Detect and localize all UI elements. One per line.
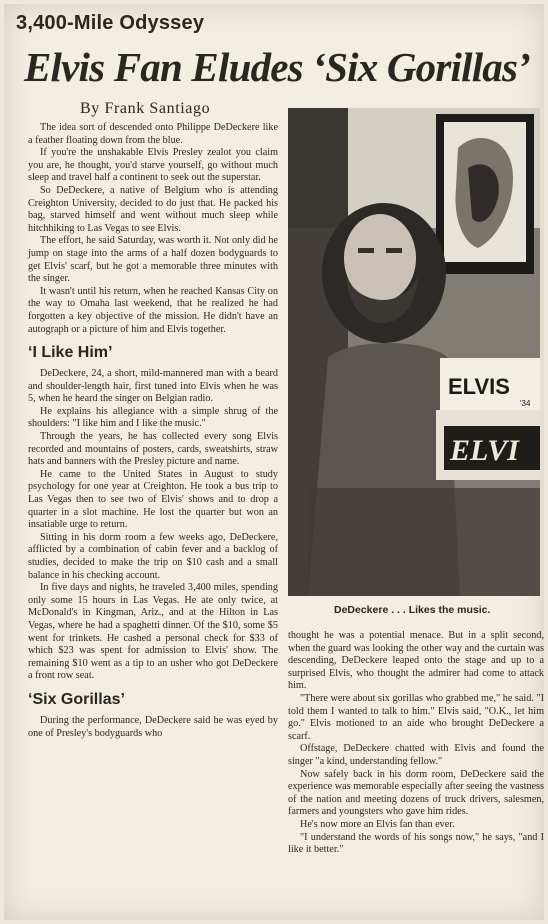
paragraph: "I understand the words of his songs now," he says, "and I like it better." [288, 831, 544, 856]
photo-illustration [288, 108, 540, 596]
poster-image [436, 114, 534, 274]
paragraph: The idea sort of descended onto Philippe DeDeckere like a feather floating down from the blue. [28, 122, 278, 146]
paragraph: The effort, he said Saturday, was worth it. Not only did he jump on stage into the arms of a half dozen bodyguards to get Elvis' scarf, but he got a memorable three minutes with the singer. [28, 235, 278, 285]
svg-text:ELVIS: ELVIS [448, 374, 510, 399]
paragraph: Through the years, he has collected every song Elvis recorded and mountains of posters, cards, sweatshirts, straw hats and banners with the Presley picture and name. [28, 431, 278, 468]
elvis-sign [440, 358, 540, 410]
svg-text:'34: '34 [520, 399, 531, 408]
paragraph: Now safely back in his dorm room, DeDeckere said the experience was memorable especially after seeing the vastness of the nation and meeting dozens of truck drivers, salesmen, farmers and youngsters who gave him rides. [288, 768, 544, 818]
paragraph: During the performance, DeDeckere said he was eyed by one of Presley's bodyguards who [28, 714, 278, 739]
newspaper-clipping [4, 4, 544, 920]
paragraph: He's now more an Elvis fan than ever. [300, 818, 455, 830]
main-headline: Elvis Fan Eludes ‘Six Gorillas’ [24, 44, 531, 90]
left-column [28, 122, 278, 740]
right-column [288, 630, 544, 857]
article-photo [288, 108, 540, 596]
paragraph: So DeDeckere, a native of Belgium who is attending Creighton University, decided to do just that. He packed his bag, starved himself and went without much sleep while hitchhiking to Las Vegas to see Elvis. [28, 184, 278, 234]
paragraph: "There were about six gorillas who grabbed me," he said. "I told them I wanted to talk to him." Elvis said, "O.K., let him go." Elvis motioned to an aide who brought DeDeckere a scarf. [288, 692, 544, 742]
paragraph: Sitting in his dorm room a few weeks ago, DeDeckere, afflicted by a combination of cabin fever and a backlog of studies, decided to make the trip on $10 cash and a small balance in his checking account. [28, 531, 278, 581]
paragraph: If you're the unshakable Elvis Presley zealot you claim you are, he thought, you'd starve yourself, go without much sleep and travel half a continent to seek out the superstar. [28, 147, 278, 184]
photo-caption: DeDeckere . . . Likes the music. [334, 604, 491, 616]
elvis-banner [436, 410, 540, 480]
paragraph: DeDeckere, 24, a short, mild-mannered man with a beard and shoulder-length hair, first tuned into Elvis when he was 5, when he heard the singer on Belgian radio. [28, 368, 278, 405]
subheading: ‘I Like Him’ [28, 344, 113, 362]
kicker-headline: 3,400-Mile Odyssey [16, 12, 205, 34]
subheading: ‘Six Gorillas’ [28, 690, 125, 708]
paragraph: He explains his allegiance with a simple shrug of the shoulders: "I like him and I like the music." [28, 405, 278, 430]
byline: By Frank Santiago [80, 100, 211, 117]
paragraph: Offstage, DeDeckere chatted with Elvis and found the singer "a kind, understanding fellow." [288, 743, 544, 767]
paragraph: It wasn't until his return, when he reached Kansas City on the way to Omaha last weekend, that he realized he had forgotten a key objective of the mission. He didn't have an autograph or a picture of him and Elvis together. [28, 285, 278, 335]
paragraph: In five days and nights, he traveled 3,400 miles, spending only some 15 hours in Las Vegas. He ate only twice, at McDonald's in Kingman, Ariz., and at the Hilton in Las Vegas, where he had a spaghetti dinner. Of the $10, some $5 went for trinkets. He cashed a personal check for $33 of which $23 was spent for admission to Elvis' show. The remaining $10 went as a tip to an usher who got DeDeckere a front row seat. [28, 582, 278, 682]
paragraph: He came to the United States in August to study psychology for one year at Creighton. He took a bus trip to Las Vegas then to see two of Elvis' shows and to drop a quarter in a slot machine. He lost the quarter but won an insatiable urge to return. [28, 468, 278, 531]
paragraph: thought he was a potential menace. But in a split second, when the guard was looking the other way and the curtain was descending, DeDeckere leaped onto the stage and up to a surprised Elvis, who thought the admirer had come to attack him. [288, 630, 544, 692]
svg-text:ELVI: ELVI [450, 434, 519, 467]
